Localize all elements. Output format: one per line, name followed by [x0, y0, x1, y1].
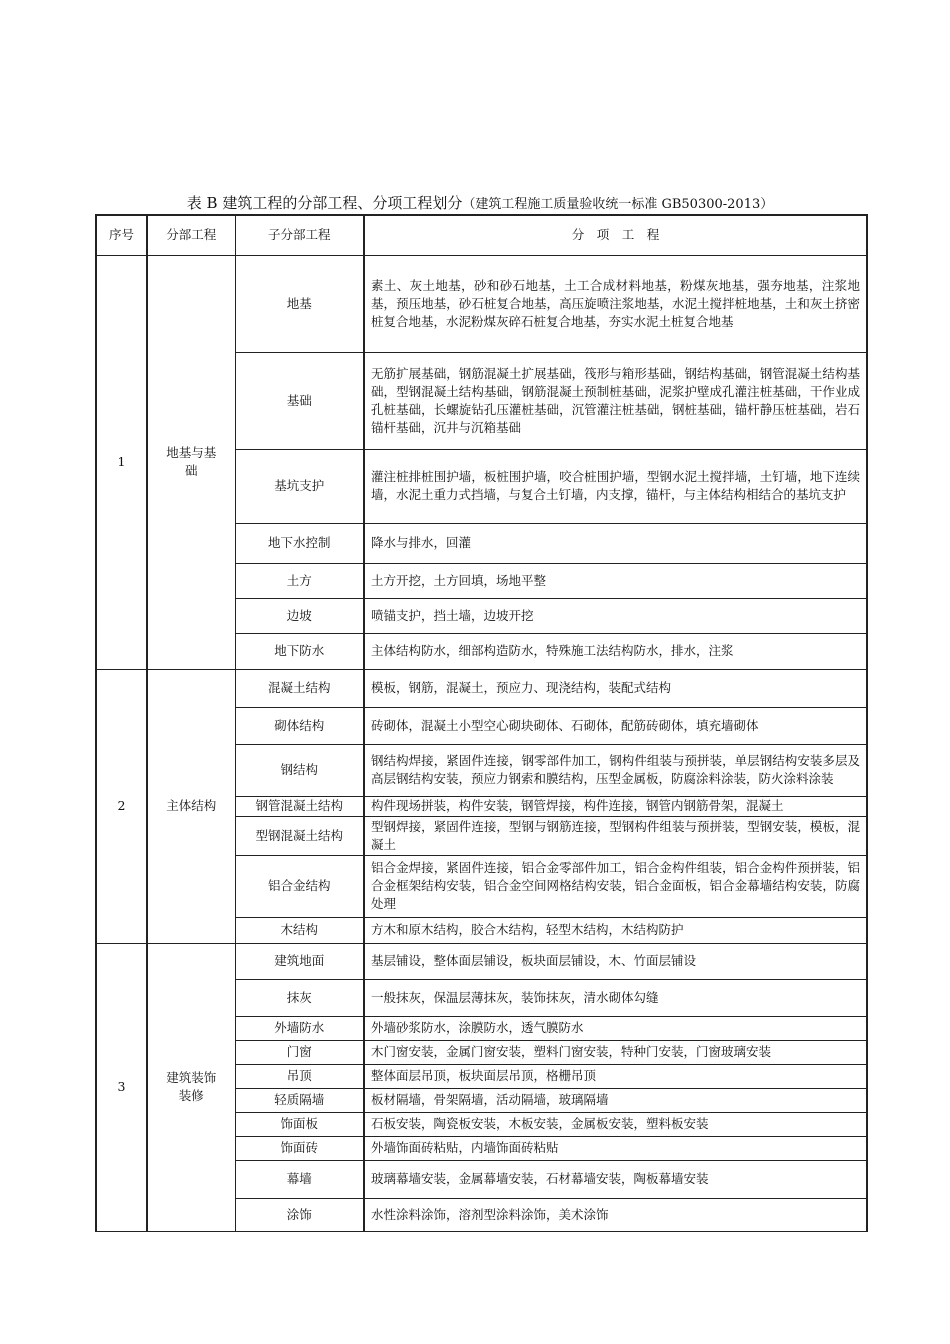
item-list: 木门窗安装，金属门窗安装，塑料门窗安装，特种门安装，门窗玻璃安装 [364, 1040, 867, 1064]
header-division: 分部工程 [147, 215, 235, 255]
item-list: 土方开挖，土方回填，场地平整 [364, 563, 867, 598]
item-list: 素土、灰土地基，砂和砂石地基，土工合成材料地基，粉煤灰地基，强夯地基，注浆地基，预压地基，砂石桩复合地基，高压旋喷注浆地基，水泥土搅拌桩地基，土和灰土挤密桩复合地基，水泥粉煤灰碎石桩复合地基，夯实水泥土桩复合地基 [364, 255, 867, 352]
group-number: 1 [96, 255, 147, 669]
subdivision-name: 地下防水 [235, 633, 364, 669]
group-number: 3 [96, 943, 147, 1231]
header-items: 分 项 工 程 [364, 215, 867, 255]
header-subdivision: 子分部工程 [235, 215, 364, 255]
group-number: 2 [96, 669, 147, 943]
item-list: 板材隔墙，骨架隔墙，活动隔墙，玻璃隔墙 [364, 1088, 867, 1112]
subdivision-name: 饰面板 [235, 1112, 364, 1136]
table-title-main: 表 B 建筑工程的分部工程、分项工程划分 [186, 194, 463, 212]
item-list: 玻璃幕墙安装，金属幕墙安装，石材幕墙安装，陶板幕墙安装 [364, 1160, 867, 1198]
item-list: 降水与排水，回灌 [364, 523, 867, 563]
subdivision-name: 外墙防水 [235, 1016, 364, 1040]
table-row [96, 669, 867, 707]
subdivision-name: 地下水控制 [235, 523, 364, 563]
item-list: 方木和原木结构，胶合木结构，轻型木结构，木结构防护 [364, 917, 867, 943]
subdivision-name: 吊顶 [235, 1064, 364, 1088]
subdivision-name: 涂饰 [235, 1198, 364, 1231]
header-row [96, 215, 867, 255]
header-no: 序号 [96, 215, 147, 255]
item-list: 整体面层吊顶，板块面层吊顶，格栅吊顶 [364, 1064, 867, 1088]
item-list: 灌注桩排桩围护墙，板桩围护墙，咬合桩围护墙，型钢水泥土搅拌墙，土钉墙，地下连续墙，水泥土重力式挡墙，与复合土钉墙，内支撑，锚杆，与主体结构相结合的基坑支护 [364, 449, 867, 523]
subdivision-name: 钢管混凝土结构 [235, 796, 364, 816]
item-list: 外墙饰面砖粘贴，内墙饰面砖粘贴 [364, 1136, 867, 1160]
item-list: 基层铺设，整体面层铺设，板块面层铺设，木、竹面层铺设 [364, 943, 867, 979]
item-list: 钢结构焊接，紧固件连接，钢零部件加工，钢构件组装与预拼装，单层钢结构安装多层及高层钢结构安装，预应力钢索和膜结构，压型金属板，防腐涂料涂装，防火涂料涂装 [364, 744, 867, 796]
item-list: 石板安装，陶瓷板安装，木板安装，金属板安装，塑料板安装 [364, 1112, 867, 1136]
table-title-standard: （建筑工程施工质量验收统一标准 GB50300-2013） [462, 197, 774, 212]
item-list: 一般抹灰，保温层薄抹灰，装饰抹灰，清水砌体勾缝 [364, 979, 867, 1016]
subdivision-name: 地基 [235, 255, 364, 352]
item-list: 无筋扩展基础，钢筋混凝土扩展基础，筏形与箱形基础，钢结构基础，钢管混凝土结构基础，型钢混凝土结构基础，钢筋混凝土预制桩基础，泥浆护壁成孔灌注桩基础，干作业成孔桩基础，长螺旋钻孔压灌桩基础，沉管灌注桩基础，钢桩基础，锚杆静压桩基础，岩石锚杆基础，沉井与沉箱基础 [364, 352, 867, 449]
division-table [95, 214, 868, 1232]
item-list: 模板，钢筋，混凝土，预应力、现浇结构，装配式结构 [364, 669, 867, 707]
item-list: 水性涂料涂饰，溶剂型涂料涂饰，美术涂饰 [364, 1198, 867, 1231]
item-list: 铝合金焊接，紧固件连接，铝合金零部件加工，铝合金构件组装，铝合金构件预拼装，铝合金框架结构安装，铝合金空间网格结构安装，铝合金面板，铝合金幕墙结构安装，防腐处理 [364, 855, 867, 917]
item-list: 砖砌体，混凝土小型空心砌块砌体、石砌体，配筋砖砌体，填充墙砌体 [364, 707, 867, 744]
table-title [95, 192, 865, 213]
item-list: 外墙砂浆防水，涂膜防水，透气膜防水 [364, 1016, 867, 1040]
table-row [96, 943, 867, 979]
subdivision-name: 基坑支护 [235, 449, 364, 523]
subdivision-name: 基础 [235, 352, 364, 449]
table-row [96, 255, 867, 352]
subdivision-name: 木结构 [235, 917, 364, 943]
division-name: 地基与基础 [147, 255, 235, 669]
division-name: 主体结构 [147, 669, 235, 943]
subdivision-name: 抹灰 [235, 979, 364, 1016]
subdivision-name: 轻质隔墙 [235, 1088, 364, 1112]
subdivision-name: 边坡 [235, 598, 364, 633]
subdivision-name: 砌体结构 [235, 707, 364, 744]
item-list: 喷锚支护，挡土墙，边坡开挖 [364, 598, 867, 633]
division-name: 建筑装饰装修 [147, 943, 235, 1231]
subdivision-name: 铝合金结构 [235, 855, 364, 917]
subdivision-name: 饰面砖 [235, 1136, 364, 1160]
subdivision-name: 建筑地面 [235, 943, 364, 979]
item-list: 型钢焊接，紧固件连接，型钢与钢筋连接，型钢构件组装与预拼装，型钢安装，模板，混凝土 [364, 816, 867, 855]
item-list: 构件现场拼装，构件安装，钢管焊接，构件连接，钢管内钢筋骨架，混凝土 [364, 796, 867, 816]
subdivision-name: 钢结构 [235, 744, 364, 796]
subdivision-name: 门窗 [235, 1040, 364, 1064]
item-list: 主体结构防水，细部构造防水，特殊施工法结构防水，排水，注浆 [364, 633, 867, 669]
subdivision-name: 幕墙 [235, 1160, 364, 1198]
subdivision-name: 型钢混凝土结构 [235, 816, 364, 855]
subdivision-name: 土方 [235, 563, 364, 598]
subdivision-name: 混凝土结构 [235, 669, 364, 707]
